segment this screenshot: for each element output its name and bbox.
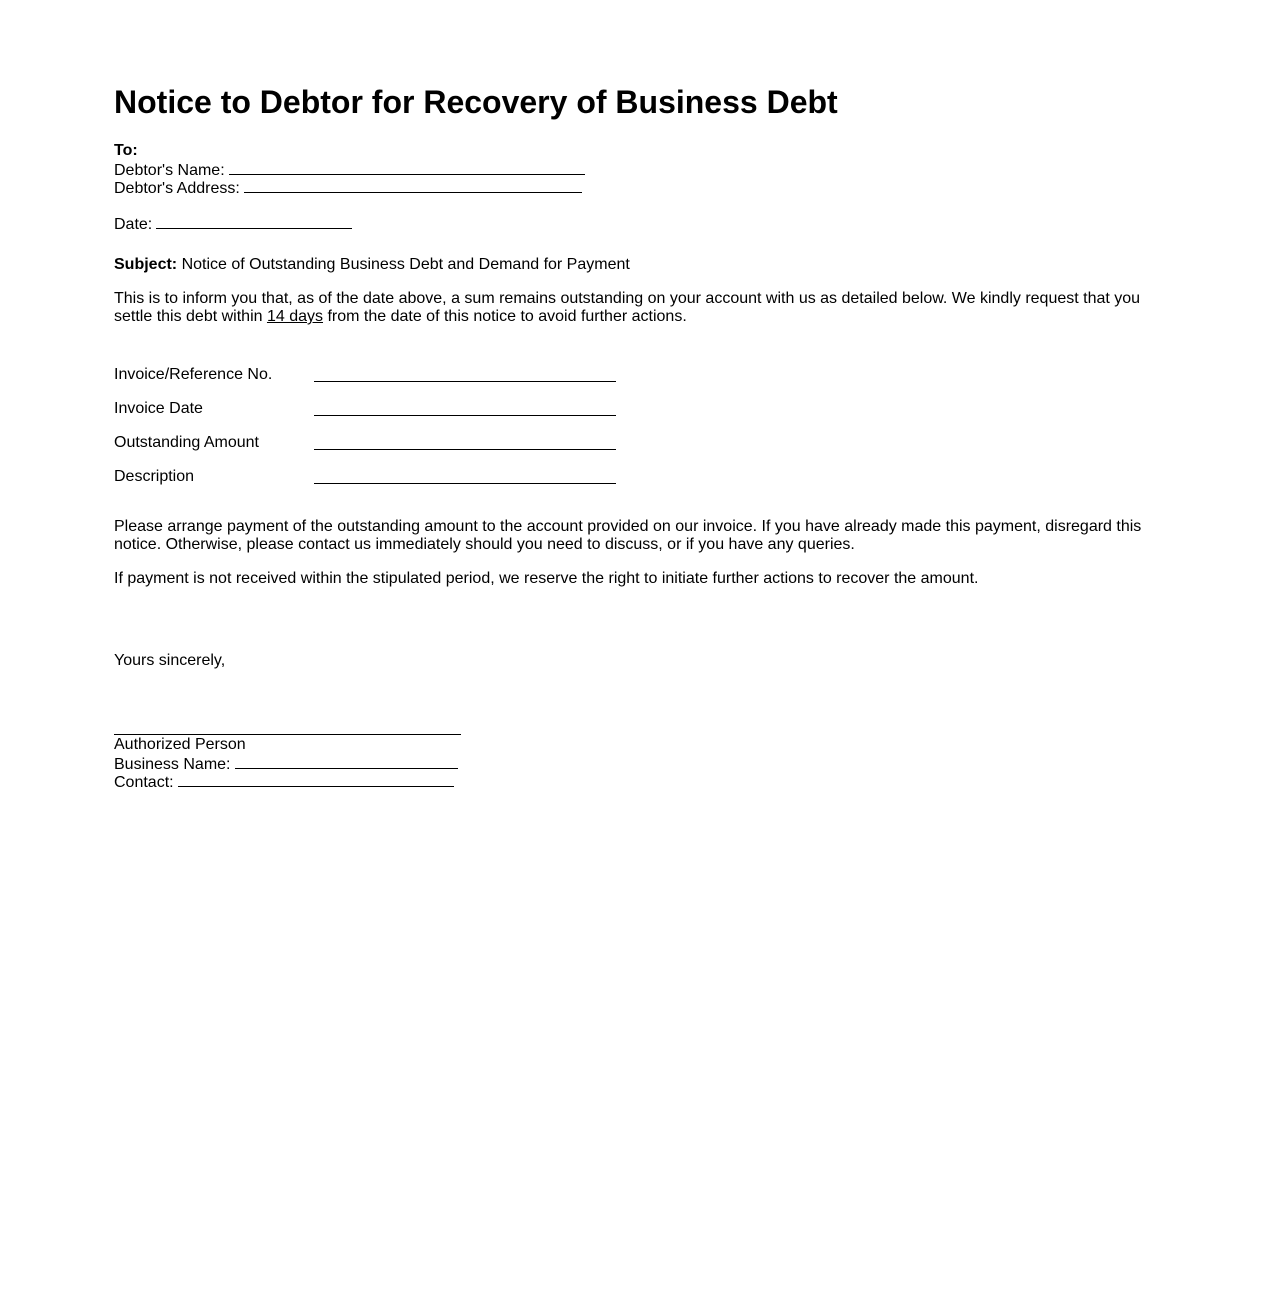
signature-line <box>114 734 461 735</box>
debtor-address-row <box>114 178 582 198</box>
detail-row-invoice-date <box>114 399 624 419</box>
date-label: Date: <box>114 216 153 233</box>
contact-row <box>114 772 454 792</box>
authorized-person: Authorized Person <box>114 736 246 753</box>
closing-text: Yours sincerely, <box>114 652 226 669</box>
warning-paragraph: If payment is not received within the stipulated period, we reserve the right to initiate further actions to recover the amount. <box>114 570 979 587</box>
intro-text-part1: This is to inform you that, as of the date above, a sum remains outstanding on your account with us as detailed below. We kindly request that you settle this debt within <box>114 290 1141 325</box>
subject-line <box>114 256 630 274</box>
business-name-row <box>114 754 458 774</box>
subject-text: Notice of Outstanding Business Debt and Demand for Payment <box>181 256 630 273</box>
payment-paragraph: Please arrange payment of the outstanding amount to the account provided on our invoice. If you have already made this payment, disregard this notice. Otherwise, please contact us immediately should you need to discuss, or if you have any queries. <box>114 518 1142 553</box>
business-name-blank <box>235 754 458 769</box>
to-label: To: <box>114 142 138 159</box>
detail-label: Invoice/Reference No. <box>114 366 273 383</box>
detail-blank <box>314 399 616 416</box>
debtor-name-row <box>114 160 585 180</box>
document-title: Notice to Debtor for Recovery of Business Debt <box>114 84 838 120</box>
detail-row-invoice-reference <box>114 365 624 385</box>
detail-row-outstanding-amount <box>114 433 624 453</box>
debtor-address-label: Debtor's Address: <box>114 180 240 197</box>
detail-blank <box>314 433 616 450</box>
payment-period: 14 days <box>266 308 324 325</box>
date-blank <box>156 214 352 229</box>
debtor-name-blank <box>229 160 585 175</box>
detail-label: Invoice Date <box>114 400 203 417</box>
detail-row-description <box>114 467 624 487</box>
subject-label: Subject: <box>114 256 178 273</box>
date-row <box>114 214 352 234</box>
detail-label: Outstanding Amount <box>114 434 259 451</box>
detail-blank <box>314 467 616 484</box>
detail-blank <box>314 365 616 382</box>
intro-text-part2: from the date of this notice to avoid further actions. <box>323 308 687 325</box>
intro-paragraph <box>114 290 1154 326</box>
contact-blank <box>178 772 454 787</box>
debtor-address-blank <box>244 178 582 193</box>
business-name-label: Business Name: <box>114 756 231 773</box>
detail-label: Description <box>114 468 195 485</box>
debtor-name-label: Debtor's Name: <box>114 162 225 179</box>
contact-label: Contact: <box>114 774 174 791</box>
